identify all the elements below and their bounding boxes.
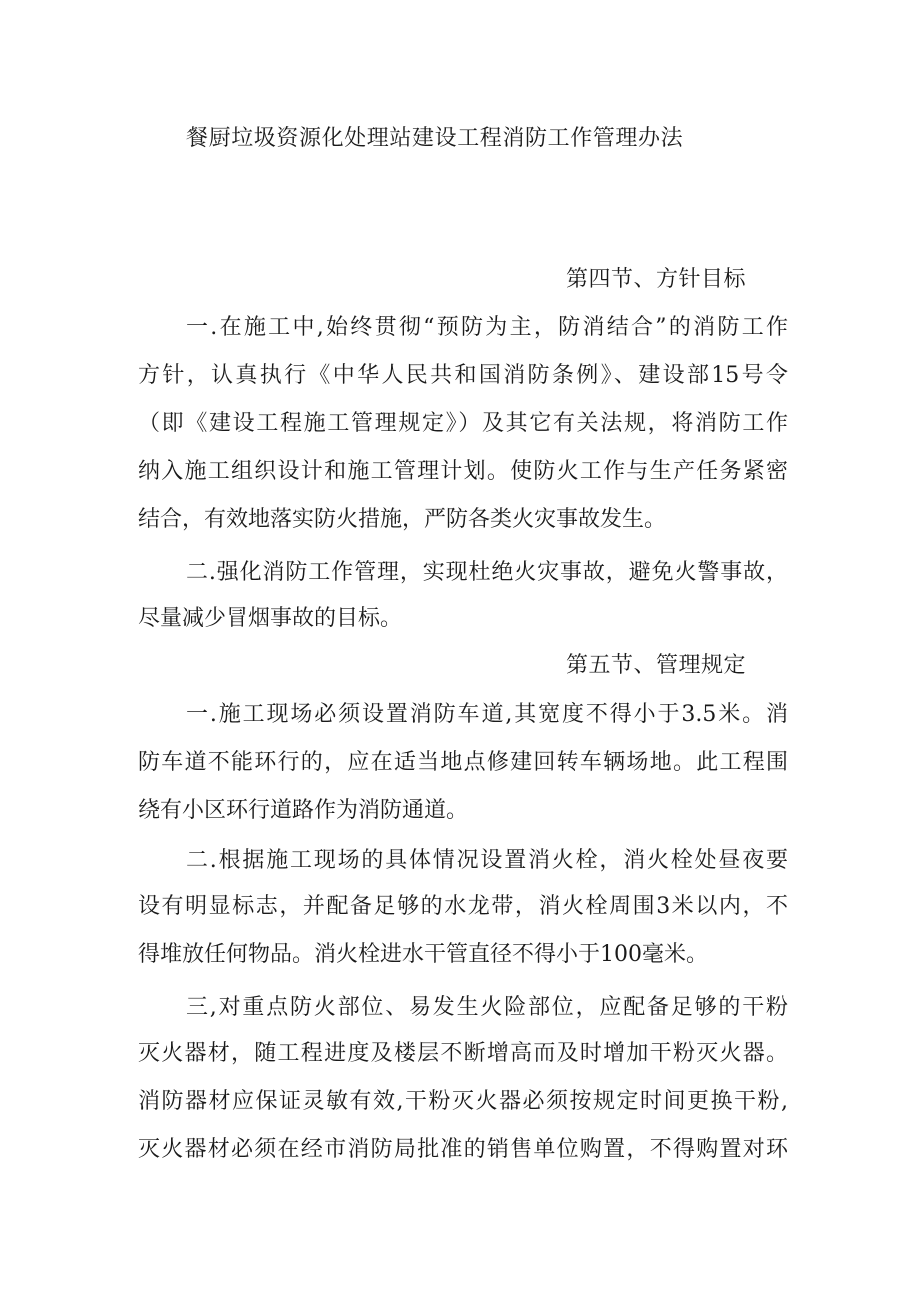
paragraph-line: 二.根据施工现场的具体情况设置消火栓，消火栓处昼夜要 — [186, 848, 788, 873]
document-title: 餐厨垃圾资源化处理站建设工程消防工作管理办法 — [186, 126, 684, 151]
paragraph-line: 一.在施工中,始终贯彻“预防为主，防消结合”的消防工作 — [186, 315, 788, 340]
paragraph-line: 尽量减少冒烟事故的目标。 — [138, 606, 403, 631]
section-5-heading: 第五节、管理规定 — [566, 653, 747, 678]
paragraph-line: 灭火器材，随工程进度及楼层不断增高而及时增加干粉灭火器。 — [138, 1041, 788, 1066]
paragraph-line: 三,对重点防火部位、易发生火险部位，应配备足够的干粉 — [186, 995, 788, 1020]
paragraph-line: 方针，认真执行《中华人民共和国消防条例》、建设部15号令 — [138, 363, 788, 388]
paragraph-line: 结合，有效地落实防火措施，严防各类火灾事故发生。 — [138, 507, 667, 532]
paragraph-line: 一.施工现场必须设置消防车道,其宽度不得小于3.5米。消 — [186, 702, 788, 727]
paragraph-line: 纳入施工组织设计和施工管理计划。使防火工作与生产任务紧密 — [138, 459, 788, 484]
paragraph-line: 得堆放任何物品。消火栓进水干管直径不得小于100毫米。 — [138, 942, 708, 967]
paragraph-line: 设有明显标志，并配备足够的水龙带，消火栓周围3米以内，不 — [138, 894, 788, 919]
paragraph-line: 消防器材应保证灵敏有效,干粉灭火器必须按规定时间更换干粉, — [138, 1089, 788, 1114]
paragraph-line: 绕有小区环行道路作为消防通道。 — [138, 798, 469, 823]
section-4-heading: 第四节、方针目标 — [566, 267, 747, 292]
paragraph-line: （即《建设工程施工管理规定》）及其它有关法规，将消防工作 — [138, 411, 788, 436]
paragraph-line: 二.强化消防工作管理，实现杜绝火灾事故，避免火警事故， — [186, 560, 788, 585]
paragraph-line: 防车道不能环行的，应在适当地点修建回转车辆场地。此工程围 — [138, 750, 788, 775]
paragraph-line: 灭火器材必须在经市消防局批准的销售单位购置，不得购置对环 — [138, 1137, 788, 1162]
